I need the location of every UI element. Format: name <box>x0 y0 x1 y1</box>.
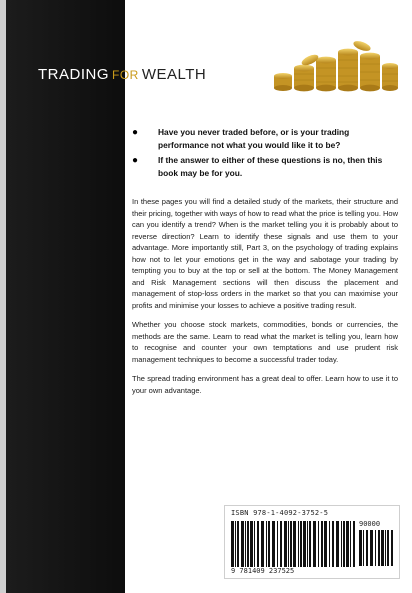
bullet-item <box>132 126 402 151</box>
isbn-barcode-block <box>224 505 400 579</box>
bullet-text: If the answer to either of these questions is no, then this book may be for you. <box>158 155 383 178</box>
back-cover-description <box>132 196 398 404</box>
gold-coins-illustration <box>270 38 402 94</box>
coin-stack <box>338 49 358 92</box>
bullet-item <box>132 154 402 179</box>
book-title <box>38 66 206 86</box>
paragraph: Whether you choose stock markets, commodities, bonds or currencies, the methods are the same. Learn to read what the market is telling you, learn how to recognise and counter your own temptations and use prudent risk management techniques to become a successful trader today. <box>132 320 398 364</box>
title-wealth: WEALTH <box>141 66 207 83</box>
coin-stack <box>316 57 336 92</box>
title-trading: TRADING <box>38 66 109 83</box>
bullet-icon: ● <box>132 155 139 166</box>
coin-stack <box>274 73 292 91</box>
title-for: FOR <box>112 68 139 82</box>
barcode-addon-number: 90000 <box>359 520 381 528</box>
barcode-main-number: 9 781409 237525 <box>231 567 295 575</box>
cover-spine-panel <box>6 0 125 593</box>
bullet-icon: ● <box>132 127 139 138</box>
isbn-label: ISBN 978-1-4092-3752-5 <box>231 509 329 517</box>
bullet-text: Have you never traded before, or is your trading performance not what you would like it to be? <box>158 127 350 150</box>
addon-barcode-bars <box>359 530 393 566</box>
coin-stack <box>294 65 314 92</box>
coin-stack <box>382 63 398 91</box>
bullet-list <box>132 126 402 182</box>
paragraph: The spread trading environment has a great deal to offer. Learn how to use it to your own advantage. <box>132 374 398 395</box>
barcode-bars <box>231 521 355 567</box>
paragraph: In these pages you will find a detailed study of the markets, their structure and their pricing, together with ways of how to read what the price is telling you. How can you identify a trend? When is the market telling you it is probably about to reverse direction? Learn to identify these signals and use them to your advantage. More importantly still, Part 3, on the psychology of trading explains how not to let your emotions get in the way and sabotage your trading by tempting you to buy at the top or sell at the bottom. The Money Management and Risk Management sections will then discuss the placement and management of stop-loss orders in the market so that you can maximise your profits and minimise your losses to achieve a positive trading result. <box>132 197 398 310</box>
